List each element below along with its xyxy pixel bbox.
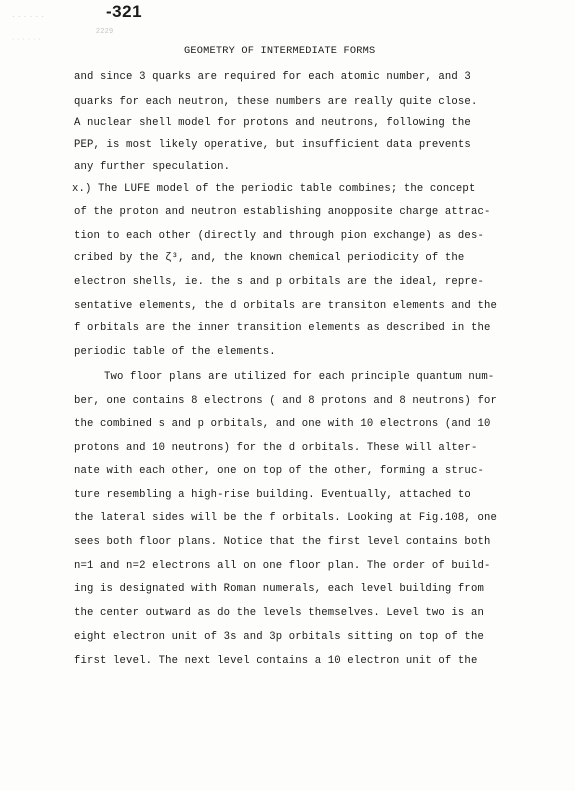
text-line: the combined s and p orbitals, and one with 10 electrons (and 10 (74, 418, 491, 430)
text-line: ture resembling a high-rise building. Eventually, attached to (74, 489, 471, 501)
text-line: f orbitals are the inner transition elements as described in the (74, 322, 491, 334)
text-line: quarks for each neutron, these numbers are really quite close. (74, 96, 478, 108)
text-line: any further speculation. (74, 161, 231, 173)
text-line: ing is designated with Roman numerals, each level building from (74, 583, 484, 595)
text-line: of the proton and neutron establishing anopposite charge attrac- (74, 206, 491, 218)
stamp-text-2: · · · · · · (12, 36, 42, 43)
text-line: protons and 10 neutrons) for the d orbitals. These will alter- (74, 442, 478, 454)
text-line: and since 3 quarks are required for each atomic number, and 3 (74, 71, 471, 83)
text-line: n=1 and n=2 electrons all on one floor plan. The order of build- (74, 560, 491, 572)
text-line: the lateral sides will be the f orbitals. Looking at Fig.108, one (74, 512, 497, 524)
text-line: the center outward as do the levels themselves. Level two is an (74, 607, 484, 619)
text-line: PEP, is most likely operative, but insufficient data prevents (74, 139, 471, 151)
text-line: cribed by the ζ³, and, the known chemical periodicity of the (74, 252, 465, 264)
page-title: GEOMETRY OF INTERMEDIATE FORMS (184, 45, 376, 57)
text-line: A nuclear shell model for protons and neutrons, following the (74, 117, 471, 129)
text-line: nate with each other, one on top of the other, forming a struc- (74, 465, 484, 477)
text-line: sentative elements, the d orbitals are transiton elements and the (74, 300, 497, 312)
text-line: Two floor plans are utilized for each principle quantum num- (104, 371, 495, 383)
stamp-text-1: · · · · · · (12, 12, 45, 21)
page-number: -321 (106, 2, 143, 21)
text-line: sees both floor plans. Notice that the first level contains both (74, 536, 491, 548)
text-line: x.) The LUFE model of the periodic table combines; the concept (72, 183, 476, 195)
text-line: eight electron unit of 3s and 3p orbitals sitting on top of the (74, 631, 484, 643)
stamp-text-3: 2229 (96, 28, 114, 35)
text-line: tion to each other (directly and through pion exchange) as des- (74, 230, 484, 242)
text-line: periodic table of the elements. (74, 346, 276, 358)
text-line: ber, one contains 8 electrons ( and 8 protons and 8 neutrons) for (74, 395, 497, 407)
text-line: first level. The next level contains a 10 electron unit of the (74, 655, 478, 667)
text-line: electron shells, ie. the s and p orbitals are the ideal, repre- (74, 276, 484, 288)
